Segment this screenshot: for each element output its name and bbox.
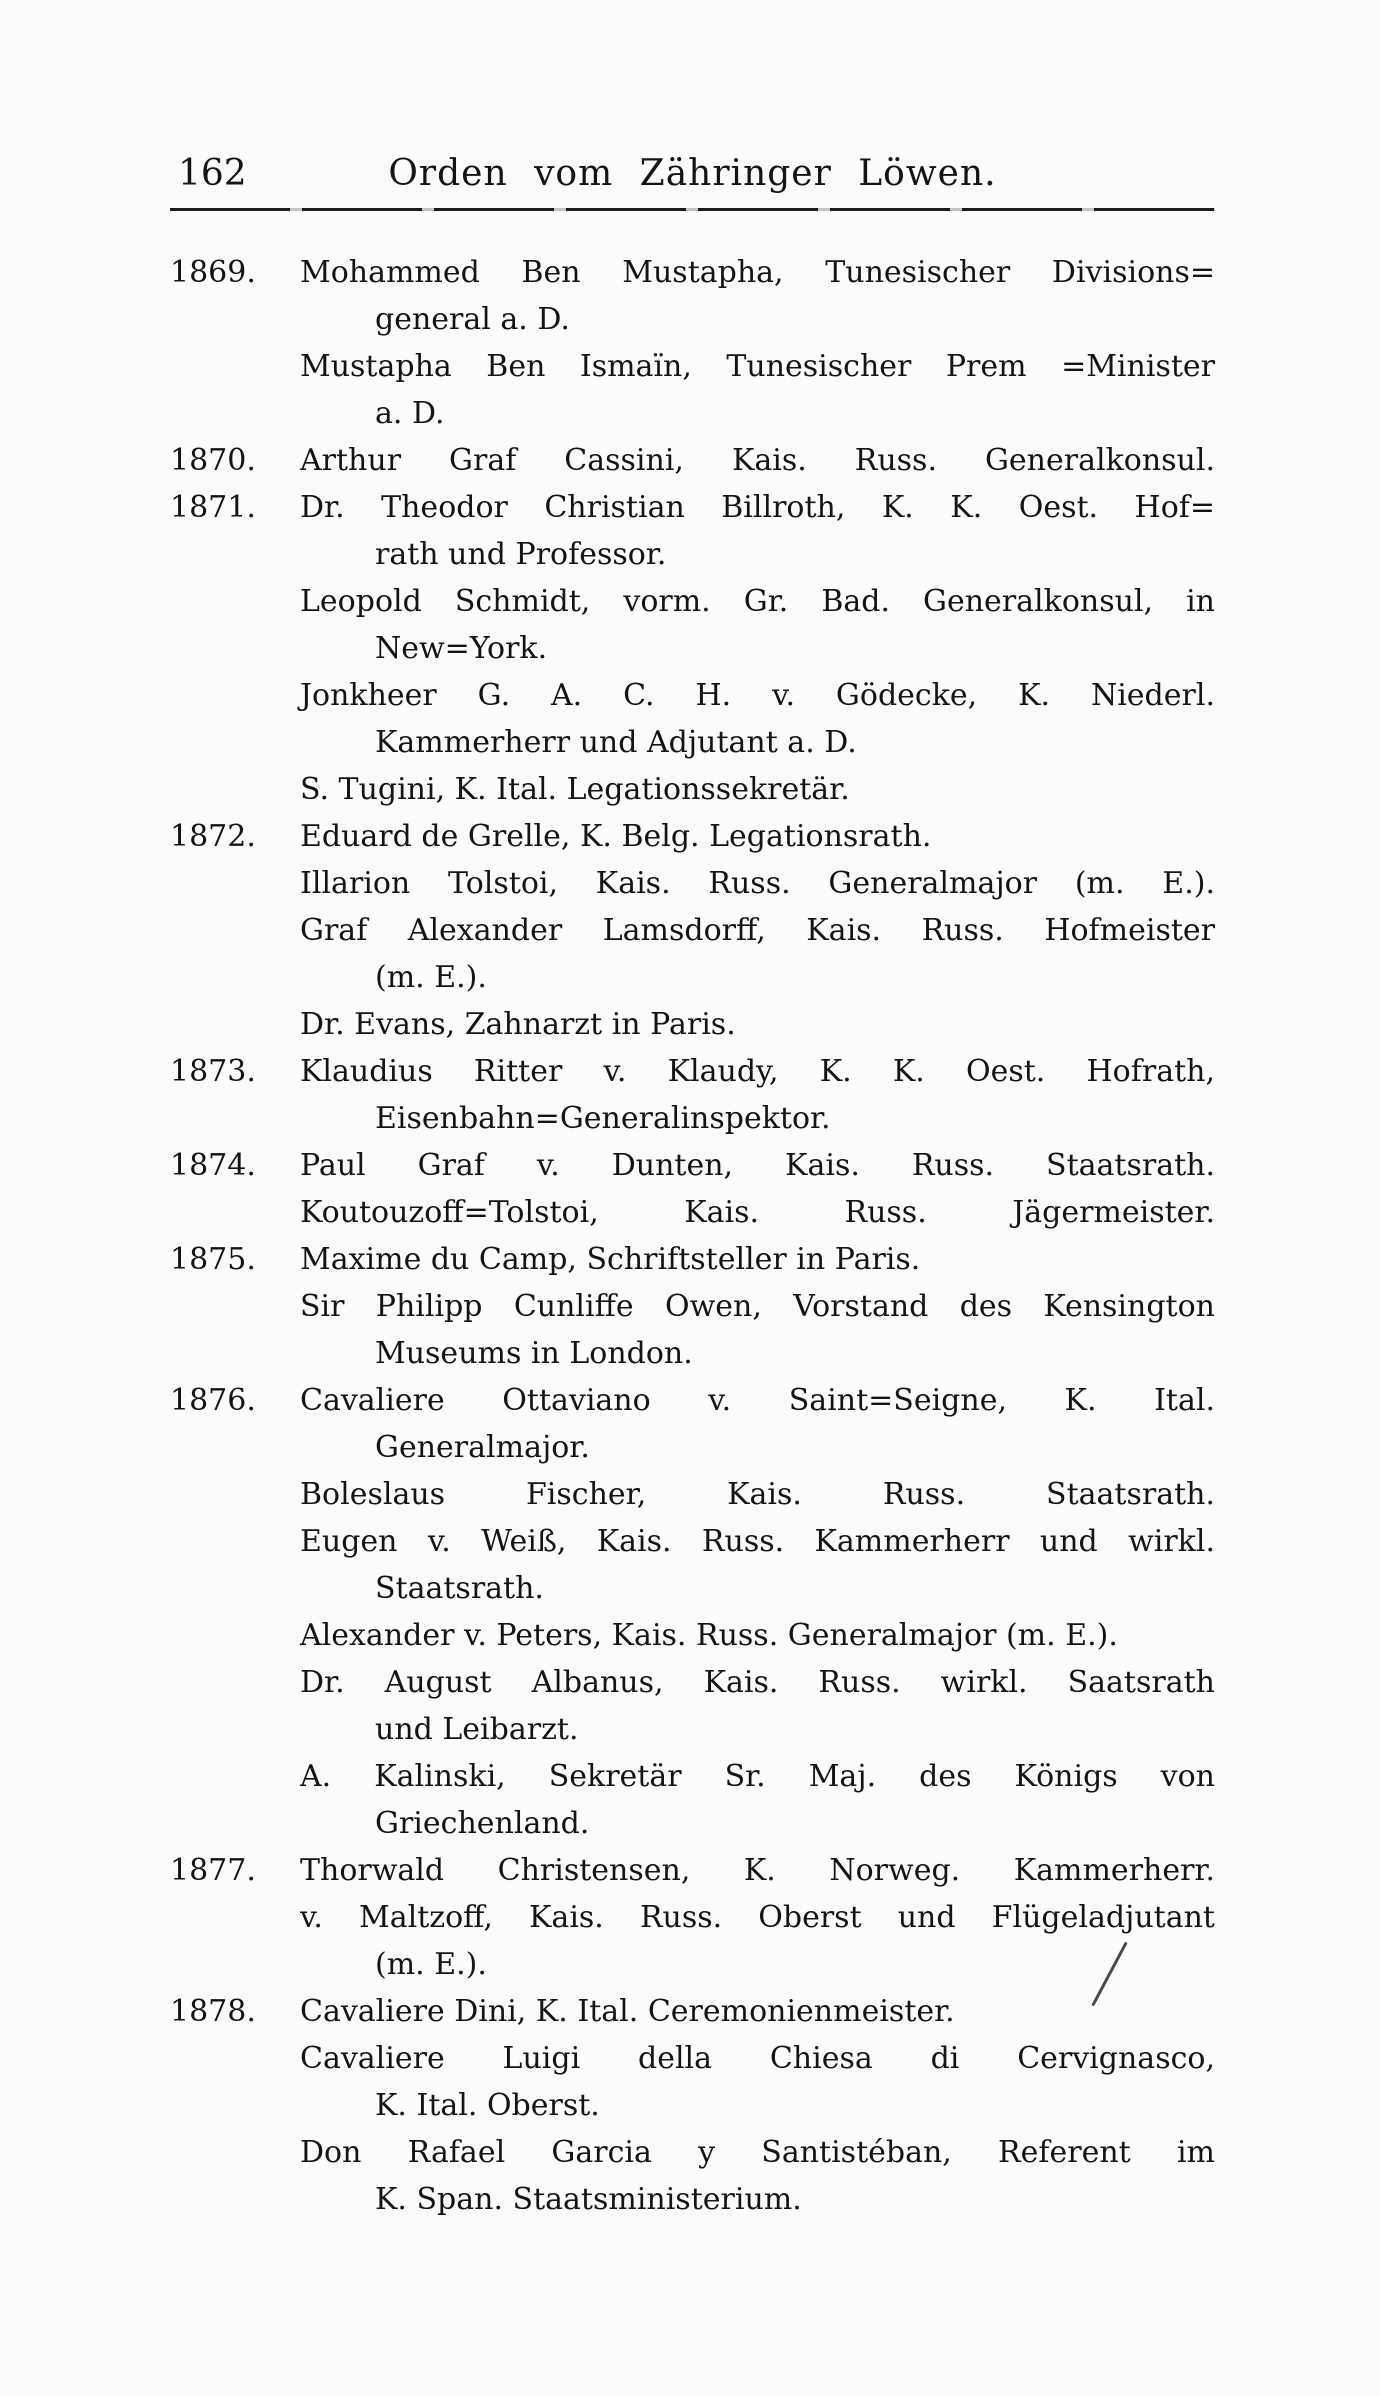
entry-line: Thorwald Christensen, K. Norweg. Kammerherr. (300, 1853, 1215, 1888)
entry-body (300, 1001, 1215, 1048)
entry-line: Dr. Theodor Christian Billroth, K. K. Oest. Hof= (300, 490, 1215, 525)
entry-row (170, 1189, 1215, 1236)
entry-line: Illarion Tolstoi, Kais. Russ. Generalmajor (m. E.). (300, 866, 1215, 901)
entry-line: Dr. August Albanus, Kais. Russ. wirkl. Saatsrath (300, 1665, 1215, 1700)
entry-line: Eisenbahn=Generalinspektor. (375, 1101, 831, 1136)
entry-body (300, 1189, 1215, 1236)
entry-body (300, 2129, 1215, 2223)
entry-body (300, 1048, 1215, 1142)
entry-body (300, 1471, 1215, 1518)
entry-body (300, 907, 1215, 1001)
entry-year (170, 578, 300, 672)
entry-line: (m. E.). (375, 1947, 487, 1982)
entry-line: Leopold Schmidt, vorm. Gr. Bad. Generalkonsul, in (300, 584, 1215, 619)
entry-year (170, 1659, 300, 1753)
entry-row (170, 249, 1215, 343)
entry-row (170, 1471, 1215, 1518)
entry-year (170, 907, 300, 1001)
entry-body (300, 578, 1215, 672)
entry-year (170, 1518, 300, 1612)
entry-body (300, 1753, 1215, 1847)
entry-line: Alexander v. Peters, Kais. Russ. Generalmajor (m. E.). (300, 1618, 1118, 1653)
entry-line: Paul Graf v. Dunten, Kais. Russ. Staatsrath. (300, 1148, 1215, 1183)
entry-line: Eugen v. Weiß, Kais. Russ. Kammerherr und wirkl. (300, 1524, 1215, 1559)
entry-line: Maxime du Camp, Schriftsteller in Paris. (300, 1242, 921, 1277)
entry-line: S. Tugini, K. Ital. Legationssekretär. (300, 772, 850, 807)
entry-body (300, 860, 1215, 907)
entry-line: Klaudius Ritter v. Klaudy, K. K. Oest. Hofrath, (300, 1054, 1215, 1089)
entry-year (170, 860, 300, 907)
entry-body (300, 1236, 1215, 1283)
entry-year (170, 1753, 300, 1847)
header-title: Orden vom Zähringer Löwen. (388, 153, 997, 194)
entry-row (170, 1518, 1215, 1612)
entry-line: Arthur Graf Cassini, Kais. Russ. Generalkonsul. (300, 443, 1215, 478)
entry-line: Staatsrath. (375, 1571, 544, 1606)
entry-line: Cavaliere Ottaviano v. Saint=Seigne, K. Ital. (300, 1383, 1215, 1418)
entry-body (300, 1659, 1215, 1753)
entry-row (170, 766, 1215, 813)
entry-year (170, 672, 300, 766)
entry-body (300, 1894, 1215, 1988)
entry-line: Graf Alexander Lamsdorff, Kais. Russ. Hofmeister (300, 913, 1215, 948)
header-rule (170, 208, 1215, 211)
entry-line: Boleslaus Fischer, Kais. Russ. Staatsrath. (300, 1477, 1215, 1512)
entry-body (300, 1142, 1215, 1189)
entry-row (170, 1142, 1215, 1189)
entry-line: Eduard de Grelle, K. Belg. Legationsrath. (300, 819, 932, 854)
entry-row (170, 1236, 1215, 1283)
entry-year (170, 1612, 300, 1659)
entry-year: 1870. (170, 443, 256, 478)
entry-line: rath und Professor. (375, 537, 667, 572)
entry-line: Cavaliere Dini, K. Ital. Ceremonienmeister. (300, 1994, 955, 2029)
entry-line: Griechenland. (375, 1806, 590, 1841)
entry-year (170, 1189, 300, 1236)
entry-row (170, 1847, 1215, 1894)
entry-year: 1876. (170, 1383, 256, 1418)
entry-row (170, 578, 1215, 672)
entry-body (300, 343, 1215, 437)
entry-line: Mohammed Ben Mustapha, Tunesischer Divisions= (300, 255, 1215, 290)
entry-line: a. D. (375, 396, 445, 431)
entry-body (300, 672, 1215, 766)
entry-body (300, 1518, 1215, 1612)
entry-body (300, 1283, 1215, 1377)
entry-year (170, 1471, 300, 1518)
entry-body (300, 2035, 1215, 2129)
entry-body (300, 484, 1215, 578)
entry-row (170, 484, 1215, 578)
entry-body (300, 437, 1215, 484)
entry-year: 1869. (170, 255, 256, 290)
entry-year (170, 1894, 300, 1988)
entry-year (170, 766, 300, 813)
entry-body (300, 1612, 1215, 1659)
entry-body (300, 249, 1215, 343)
entry-row (170, 813, 1215, 860)
entry-body (300, 1377, 1215, 1471)
entry-line: Cavaliere Luigi della Chiesa di Cervignasco, (300, 2041, 1215, 2076)
entry-row (170, 2035, 1215, 2129)
entry-year (170, 1001, 300, 1048)
entry-line: A. Kalinski, Sekretär Sr. Maj. des Königs von (300, 1759, 1215, 1794)
entry-line: Sir Philipp Cunliffe Owen, Vorstand des Kensington (300, 1289, 1215, 1324)
entry-line: Mustapha Ben Ismaïn, Tunesischer Prem =Minister (300, 349, 1215, 384)
entry-row (170, 1048, 1215, 1142)
entry-body (300, 1988, 1215, 2035)
entry-year: 1871. (170, 490, 256, 525)
entry-line: v. Maltzoff, Kais. Russ. Oberst und Flügeladjutant (300, 1900, 1215, 1935)
entry-year: 1877. (170, 1853, 256, 1888)
entry-year: 1872. (170, 819, 256, 854)
entry-year: 1874. (170, 1148, 256, 1183)
entry-line: Dr. Evans, Zahnarzt in Paris. (300, 1007, 736, 1042)
entry-line: general a. D. (375, 302, 570, 337)
entry-body (300, 766, 1215, 813)
entry-year: 1878. (170, 1994, 256, 2029)
entry-row (170, 2129, 1215, 2223)
entry-row (170, 1659, 1215, 1753)
entry-row (170, 1894, 1215, 1988)
entry-row (170, 1753, 1215, 1847)
entry-row (170, 907, 1215, 1001)
entry-line: Generalmajor. (375, 1430, 590, 1465)
entry-line: Museums in London. (375, 1336, 693, 1371)
entry-line: New=York. (375, 631, 548, 666)
entry-row (170, 672, 1215, 766)
entry-body (300, 1847, 1215, 1894)
entry-row (170, 860, 1215, 907)
entry-year (170, 2035, 300, 2129)
entry-row (170, 343, 1215, 437)
entry-row (170, 1377, 1215, 1471)
entry-line: (m. E.). (375, 960, 487, 995)
entry-list (170, 249, 1215, 2223)
entry-year (170, 2129, 300, 2223)
entry-year: 1875. (170, 1242, 256, 1277)
entry-line: Koutouzoff=Tolstoi, Kais. Russ. Jägermeister. (300, 1195, 1215, 1230)
page-number: 162 (178, 153, 247, 194)
entry-year (170, 1283, 300, 1377)
entry-line: Kammerherr und Adjutant a. D. (375, 725, 857, 760)
entry-year (170, 343, 300, 437)
running-header (170, 148, 1215, 200)
entry-row (170, 1612, 1215, 1659)
entry-body (300, 813, 1215, 860)
entry-year: 1873. (170, 1054, 256, 1089)
entry-line: K. Ital. Oberst. (375, 2088, 600, 2123)
entry-line: und Leibarzt. (375, 1712, 579, 1747)
entry-row (170, 1988, 1215, 2035)
entry-row (170, 1283, 1215, 1377)
entry-row (170, 1001, 1215, 1048)
entry-row (170, 437, 1215, 484)
entry-line: Jonkheer G. A. C. H. v. Gödecke, K. Niederl. (300, 678, 1215, 713)
entry-line: Don Rafael Garcia y Santistéban, Referent im (300, 2135, 1215, 2170)
entry-line: K. Span. Staatsministerium. (375, 2182, 802, 2217)
